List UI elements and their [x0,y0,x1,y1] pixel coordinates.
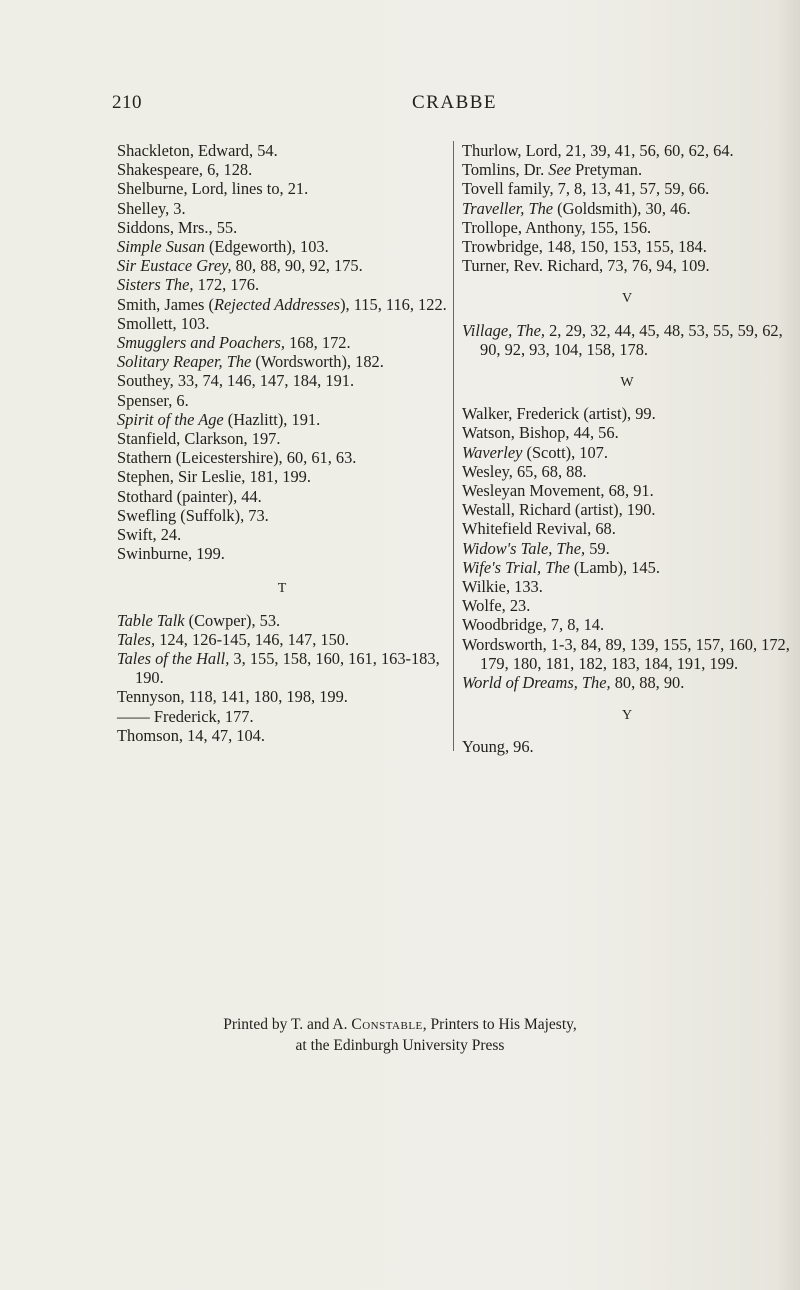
index-entry-text: Wesleyan Movement, 68, 91. [462,481,654,501]
index-entry [117,525,447,544]
index-entry [117,707,447,726]
index-entry [462,179,792,198]
index-entry-text: 80, 88, 90, 92, 175. [231,256,363,276]
index-entry-text: (Edgeworth), 103. [204,237,329,257]
index-entry [462,558,792,577]
imprint-line-1 [0,1014,800,1035]
index-entry [117,687,447,706]
index-entry-text: Swinburne, 199. [117,544,225,564]
index-entry [462,737,792,756]
section-letter-v: V [621,291,633,307]
index-entry [117,333,447,352]
index-entry-text: 168, 172. [285,333,351,353]
index-entry-title: World of Dreams, The, [462,673,611,693]
index-entry-title: Tales, [117,629,156,649]
index-entry-text: Tomlins, Dr. [462,160,549,180]
index-entry-text: Stothard (painter), 44. [117,486,262,506]
index-entry-text: (Hazlitt), 191. [223,409,321,429]
index-entry [462,577,792,596]
imprint-line-2: at the Edinburgh University Press [295,1037,505,1054]
index-entry-text: 80, 88, 90. [610,673,685,693]
index-entry [117,448,447,467]
index-entry [462,462,792,481]
index-entry-text: 172, 176. [193,275,260,295]
index-entry-text: 59. [585,538,610,558]
index-entry-title: Smugglers and Poachers, [117,333,285,353]
index-entry [462,160,792,179]
index-entry [462,596,792,615]
index-entry-title: Wife's Trial, The [462,557,570,577]
index-entry [117,295,447,314]
index-entry-text: Thomson, 14, 47, 104. [117,725,265,745]
index-entry-title: Village, The, [462,320,546,340]
index-entry [117,352,447,371]
index-column-left [117,141,447,745]
index-entry-text: Wordsworth, 1-3, 84, 89, 139, 155, 157, 160, 172, 179, 180, 181, 182, 183, 184, 191, 199. [462,634,790,673]
index-entry [462,199,792,218]
index-entry [462,321,792,359]
index-entry-text: Shelley, 3. [117,198,186,218]
index-entry [117,506,447,525]
index-entry [462,256,792,275]
index-entry-text: (Wordsworth), 182. [251,352,384,372]
index-entry [117,649,447,687]
index-entry [462,443,792,462]
imprint-printed-by: Printed by T. and A. [223,1016,352,1033]
imprint-printer-name: Constable [351,1016,423,1033]
index-entry-text: Thurlow, Lord, 21, 39, 41, 56, 60, 62, 64. [462,141,734,160]
index-entry [117,630,447,649]
section-letter-w: W [620,375,634,391]
index-entry-title: Traveller, The [462,198,554,218]
index-entry-title: Rejected Addresses [213,294,341,314]
index-entry [117,160,447,179]
index-entry [117,275,447,294]
index-entry-title: Table Talk [117,610,185,630]
index-entry [117,256,447,275]
index-entry-text: Pretyman. [571,160,643,180]
index-entry-text: Spenser, 6. [117,390,189,410]
index-entry [462,615,792,634]
index-entry-title: Sisters The, [117,275,194,295]
index-entry-text: Wesley, 65, 68, 88. [462,461,587,481]
index-entry-text: (Lamb), 145. [569,557,660,577]
index-entry-text: Walker, Frederick (artist), 99. [462,404,656,424]
index-entry-text: ), 115, 116, 122. [340,294,447,314]
index-entry-title: Waverley [462,442,523,462]
index-entry-text: Young, 96. [462,737,534,757]
running-title: CRABBE [412,92,498,113]
index-entry-text: Trollope, Anthony, 155, 156. [462,217,652,237]
section-letter-y: Y [621,708,633,724]
index-entry-text: 124, 126-145, 146, 147, 150. [155,629,350,649]
index-entry [462,635,792,673]
index-entry-text: Stathern (Leicestershire), 60, 61, 63. [117,448,357,468]
index-entry [117,726,447,745]
index-entry-title: Simple Susan [117,237,205,257]
index-entry-text: —— Frederick, 177. [117,706,254,726]
index-entry [117,410,447,429]
index-entry-text: (Scott), 107. [522,442,608,462]
index-entry [462,218,792,237]
index-entry [117,179,447,198]
index-entry-text: Smith, James ( [117,294,214,314]
index-entry-text: Smollett, 103. [117,313,210,333]
index-entry-text: Siddons, Mrs., 55. [117,217,238,237]
index-entry [117,371,447,390]
index-entry-text: Wolfe, 23. [462,596,531,616]
index-column-right [462,141,792,757]
index-entry-text: (Cowper), 53. [184,610,281,630]
running-head [0,92,800,116]
index-entry-text: Turner, Rev. Richard, 73, 76, 94, 109. [462,256,710,276]
index-entry [462,423,792,442]
index-entry [117,429,447,448]
index-entry [117,218,447,237]
index-entry-text: Swefling (Suffolk), 73. [117,505,269,525]
index-entry-title: Solitary Reaper, The [117,352,252,372]
index-entry-title: See [548,160,572,180]
index-entry [462,481,792,500]
index-entry-text: (Goldsmith), 30, 46. [553,198,691,218]
index-entry-title: Widow's Tale, The, [462,538,586,558]
index-entry-text: Watson, Bishop, 44, 56. [462,423,619,443]
index-entry-text: Woodbridge, 7, 8, 14. [462,615,605,635]
index-entry-text: Shakespeare, 6, 128. [117,160,253,180]
index-entry-text: Whitefield Revival, 68. [462,519,616,539]
index-entry [462,141,792,160]
index-entry [117,391,447,410]
index-entry-text: Tovell family, 7, 8, 13, 41, 57, 59, 66. [462,179,710,199]
index-entry-text: Wilkie, 133. [462,577,543,597]
index-entry-text: 2, 29, 32, 44, 45, 48, 53, 55, 59, 62, 90, 92, 93, 104, 158, 178. [480,320,783,359]
index-entry [117,141,447,160]
index-entry-text: Southey, 33, 74, 146, 147, 184, 191. [117,371,355,391]
index-entry-text: Tennyson, 118, 141, 180, 198, 199. [117,687,348,707]
index-entry [117,487,447,506]
index-entry-text: 3, 155, 158, 160, 161, 163-183, 190. [135,649,440,688]
page-number: 210 [112,92,142,113]
index-entry-text: Trowbridge, 148, 150, 153, 155, 184. [462,237,707,257]
index-entry-text: Shackleton, Edward, 54. [117,141,278,160]
index-entry [462,539,792,558]
index-entry [117,237,447,256]
printer-imprint [0,1014,800,1056]
index-entry [462,404,792,423]
index-entry-text: Westall, Richard (artist), 190. [462,500,656,520]
index-entry [117,544,447,563]
index-entry-title: Sir Eustace Grey, [117,256,232,276]
index-entry-title: Spirit of the Age [117,409,224,429]
index-entry-text: Stephen, Sir Leslie, 181, 199. [117,467,311,487]
index-entry [117,199,447,218]
index-entry-text: Stanfield, Clarkson, 197. [117,429,281,449]
index-entry [117,314,447,333]
column-divider [453,141,454,751]
index-entry [462,519,792,538]
index-entry-text: Swift, 24. [117,525,182,545]
index-entry [462,673,792,692]
imprint-printers-to: , Printers to His Majesty, [422,1016,577,1033]
index-entry [117,611,447,630]
index-entry-text: Shelburne, Lord, lines to, 21. [117,179,309,199]
index-entry [462,500,792,519]
index-entry [117,467,447,486]
section-letter-t: T [277,581,287,597]
index-entry [462,237,792,256]
index-entry-title: Tales of the Hall, [117,649,230,669]
